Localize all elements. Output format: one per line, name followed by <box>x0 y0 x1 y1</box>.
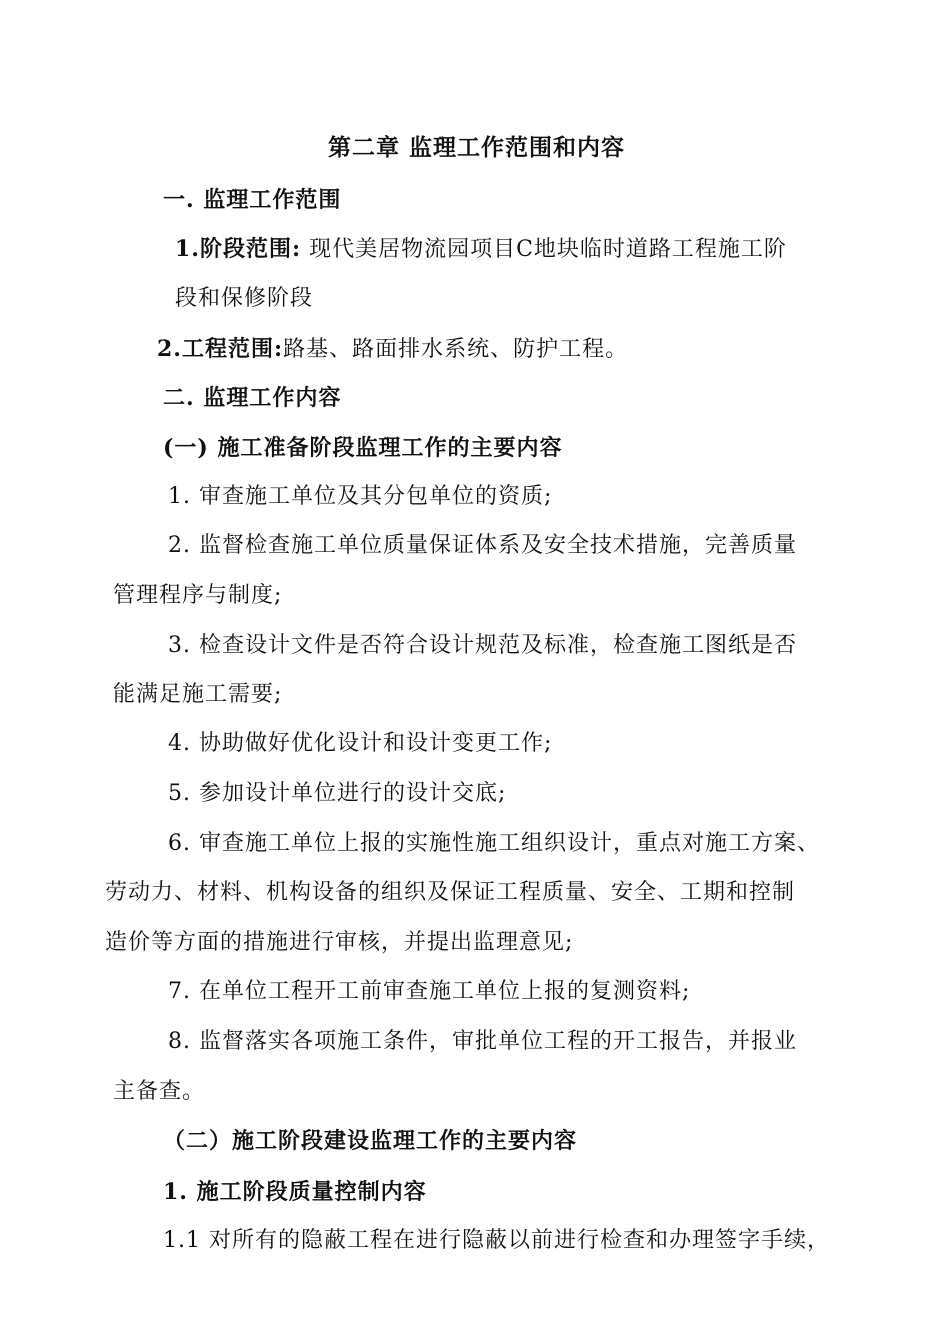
list-item-cont: 管理程序与制度; <box>113 583 283 608</box>
scope-project-line <box>157 334 628 365</box>
list-item: 5. 参加设计单位进行的设计交底; <box>168 781 507 806</box>
scope-stage-text-cont: 段和保修阶段 <box>175 286 314 311</box>
scope-stage-label: 1.阶段范围: <box>175 236 302 262</box>
subsection1-heading: (一) 施工准备阶段监理工作的主要内容 <box>163 435 563 461</box>
list-item: 8. 监督落实各项施工条件，审批单位工程的开工报告，并报业 <box>168 1029 797 1054</box>
scope-project-label: 2.工程范围: <box>157 336 284 362</box>
list-item: 3. 检查设计文件是否符合设计规范及标准，检查施工图纸是否 <box>168 633 797 658</box>
list-item: 1. 审查施工单位及其分包单位的资质; <box>168 484 553 509</box>
quality-control-heading: 1. 施工阶段质量控制内容 <box>163 1179 427 1205</box>
list-item: 2. 监督检查施工单位质量保证体系及安全技术措施，完善质量 <box>168 533 797 558</box>
list-item: 7. 在单位工程开工前审查施工单位上报的复测资料; <box>168 979 691 1004</box>
list-item: 4. 协助做好优化设计和设计变更工作; <box>168 731 553 756</box>
list-item: 6. 审查施工单位上报的实施性施工组织设计，重点对施工方案、 <box>168 831 820 856</box>
section1-heading: 一. 监理工作范围 <box>163 187 342 213</box>
scope-project-text: 路基、路面排水系统、防护工程。 <box>283 337 629 362</box>
list-item-cont: 劳动力、材料、机构设备的组织及保证工程质量、安全、工期和控制 <box>105 880 796 905</box>
section2-heading: 二. 监理工作内容 <box>163 385 342 411</box>
chapter-title: 第二章 监理工作范围和内容 <box>328 134 626 161</box>
list-item-cont: 主备查。 <box>113 1079 206 1104</box>
scope-stage-text: 现代美居物流园项目C地块临时道路工程施工阶 <box>301 237 787 262</box>
quality-control-item: 1.1 对所有的隐蔽工程在进行隐蔽以前进行检查和办理签字手续， <box>163 1228 830 1253</box>
subsection2-heading: （二）施工阶段建设监理工作的主要内容 <box>163 1128 578 1154</box>
list-item-cont: 能满足施工需要; <box>113 682 283 707</box>
list-item-cont: 造价等方面的措施进行审核，并提出监理意见; <box>105 930 574 955</box>
scope-stage-line <box>175 234 787 265</box>
